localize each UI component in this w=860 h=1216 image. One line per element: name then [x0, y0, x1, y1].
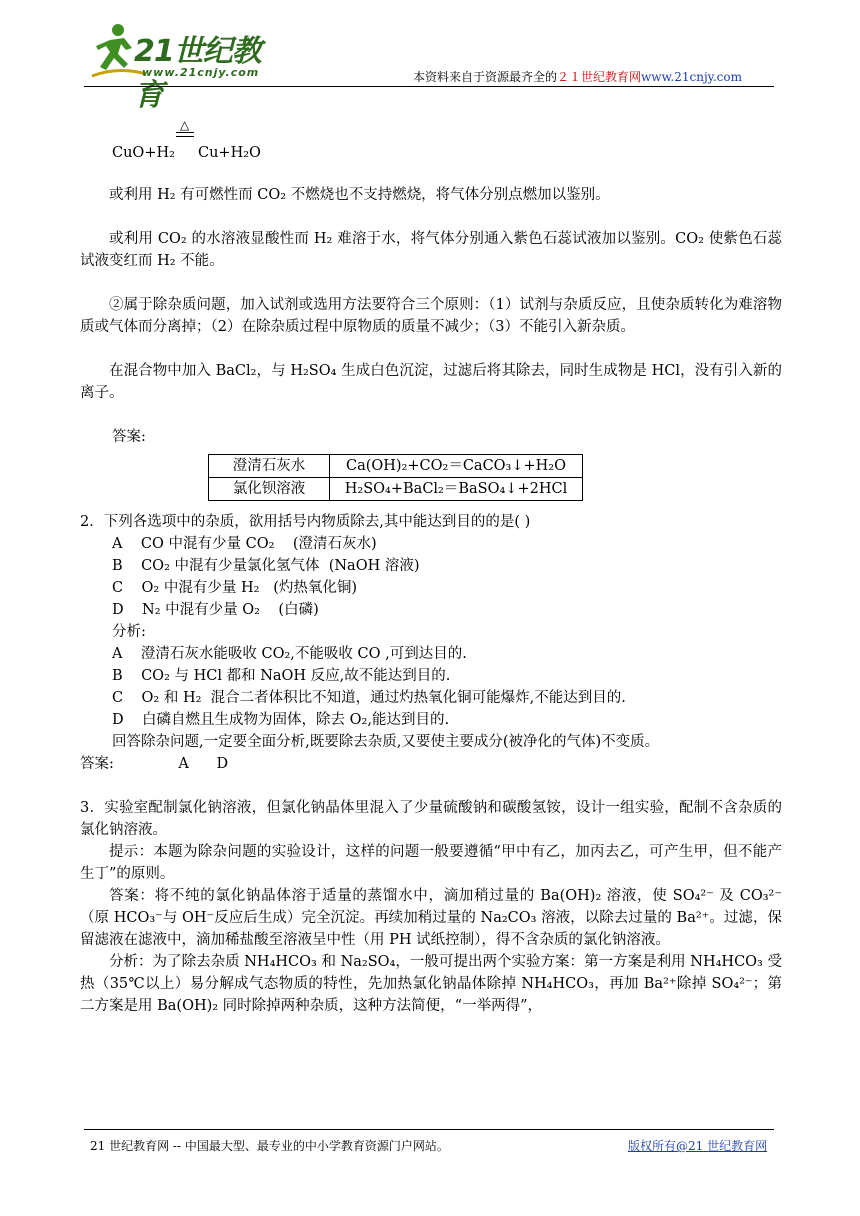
equation	[80, 110, 782, 166]
header-note	[413, 68, 742, 85]
analysis-summary: 回答除杂问题,一定要全面分析,既要除去杂质,又要使主要成分(被净化的气体)不变质。	[112, 734, 660, 750]
question-3-stem: 3．实验室配制氯化钠溶液，但氯化钠晶体里混入了少量硫酸钠和碳酸氢铵，设计一组实验，配制不含杂质的氯化钠溶液。	[80, 800, 782, 838]
header-note-link[interactable]: www.21cnjy.com	[641, 70, 742, 84]
analysis-c: C O₂ 和 H₂ 混合二者体积比不知道，通过灼热氧化铜可能爆炸,不能达到目的.	[112, 690, 626, 706]
footer-copyright-link[interactable]: 版权所有@21 世纪教育网	[628, 1139, 768, 1153]
paragraph: ②属于除杂质问题，加入试剂或选用方法要符合三个原则：（1）试剂与杂质反应，且使杂质转化为难溶物质或气体而分离掉；（2）在除杂质过程中原物质的质量不减少；（3）不能引入新杂质。	[80, 297, 782, 335]
logo-url: www.21cnjy.com	[142, 66, 260, 79]
option-d: D N₂ 中混有少量 O₂ (白磷)	[112, 602, 319, 618]
equation-right: Cu+H₂O	[198, 145, 261, 161]
header-note-prefix: 本资料来自于资源最齐全的	[413, 70, 558, 84]
equation-bar	[176, 136, 194, 137]
question-2-answer: 答案: A D	[80, 756, 229, 772]
option-b: B CO₂ 中混有少量氯化氢气体 (NaOH 溶液)	[112, 558, 420, 574]
analysis-b: B CO₂ 与 HCl 都和 NaOH 反应,故不能达到目的.	[112, 668, 451, 684]
table-row	[209, 455, 583, 478]
answer-label: 答案:	[112, 429, 146, 445]
paragraph: 在混合物中加入 BaCl₂，与 H₂SO₄ 生成白色沉淀，过滤后将其除去，同时生成物是 HCl，没有引入新的离子。	[80, 363, 782, 401]
site-logo	[88, 22, 288, 113]
question-2-stem: 2．下列各选项中的杂质，欲用括号内物质除去,其中能达到目的的是( )	[80, 514, 531, 530]
footer-text: 21 世纪教育网 -- 中国最大型、最专业的中小学教育资源门户网站。	[90, 1139, 449, 1153]
header-divider	[84, 86, 774, 87]
table-cell: 氯化钡溶液	[209, 478, 330, 501]
analysis-d: D 白磷自燃且生成物为固体，除去 O₂,能达到目的.	[112, 712, 450, 728]
equation-condition: △	[180, 118, 190, 132]
equation-left: CuO+H₂	[112, 145, 175, 161]
analysis-a: A 澄清石灰水能吸收 CO₂,不能吸收 CO ,可到达目的.	[112, 646, 467, 662]
table-cell: H₂SO₄+BaCl₂＝BaSO₄↓+2HCl	[330, 478, 583, 501]
equation-bar	[176, 132, 194, 133]
footer-divider	[84, 1129, 774, 1130]
question-3-analysis: 分析：为了除去杂质 NH₄HCO₃ 和 Na₂SO₄，一般可提出两个实验方案：第一方案是利用 NH₄HCO₃ 受热（35℃以上）易分解成气态物质的特性，先加热氯化钠晶体除掉 NH₄HCO₃，再加 Ba²⁺除掉 SO₄²⁻；第二方案是用 Ba(OH)₂ 同时除掉两种杂质，这种方法简便，“一举两得”，	[80, 954, 782, 1014]
answer-table	[208, 454, 583, 501]
option-a: A CO 中混有少量 CO₂ (澄清石灰水)	[112, 536, 377, 552]
paragraph: 或利用 CO₂ 的水溶液显酸性而 H₂ 难溶于水，将气体分别通入紫色石蕊试液加以鉴别。CO₂ 使紫色石蕊试液变红而 H₂ 不能。	[80, 231, 782, 269]
question-3-hint: 提示：本题为除杂问题的实验设计，这样的问题一般要遵循“甲中有乙，加丙去乙，可产生甲，但不能产生丁”的原则。	[80, 844, 782, 882]
table-row	[209, 478, 583, 501]
logo-text: 21世纪教育	[134, 34, 261, 113]
option-c: C O₂ 中混有少量 H₂ (灼热氧化铜)	[112, 580, 358, 596]
document-body	[80, 110, 782, 1017]
analysis-label: 分析:	[112, 624, 146, 640]
table-cell: Ca(OH)₂+CO₂＝CaCO₃↓+H₂O	[330, 455, 583, 478]
question-3-answer: 答案：将不纯的氯化钠晶体溶于适量的蒸馏水中，滴加稍过量的 Ba(OH)₂ 溶液，使 SO₄²⁻ 及 CO₃²⁻（原 HCO₃⁻与 OH⁻反应后生成）完全沉淀。再续加稍过量的 Na₂CO₃ 溶液，以除去过量的 Ba²⁺。过滤，保留滤液在滤液中，滴加稀盐酸至溶液呈中性（用 PH 试纸控制），得不含杂质的氯化钠溶液。	[80, 888, 782, 948]
table-cell: 澄清石灰水	[209, 455, 330, 478]
header-note-site[interactable]: ２１世纪教育网	[557, 70, 642, 84]
paragraph: 或利用 H₂ 有可燃性而 CO₂ 不燃烧也不支持燃烧，将气体分别点燃加以鉴别。	[109, 187, 610, 203]
